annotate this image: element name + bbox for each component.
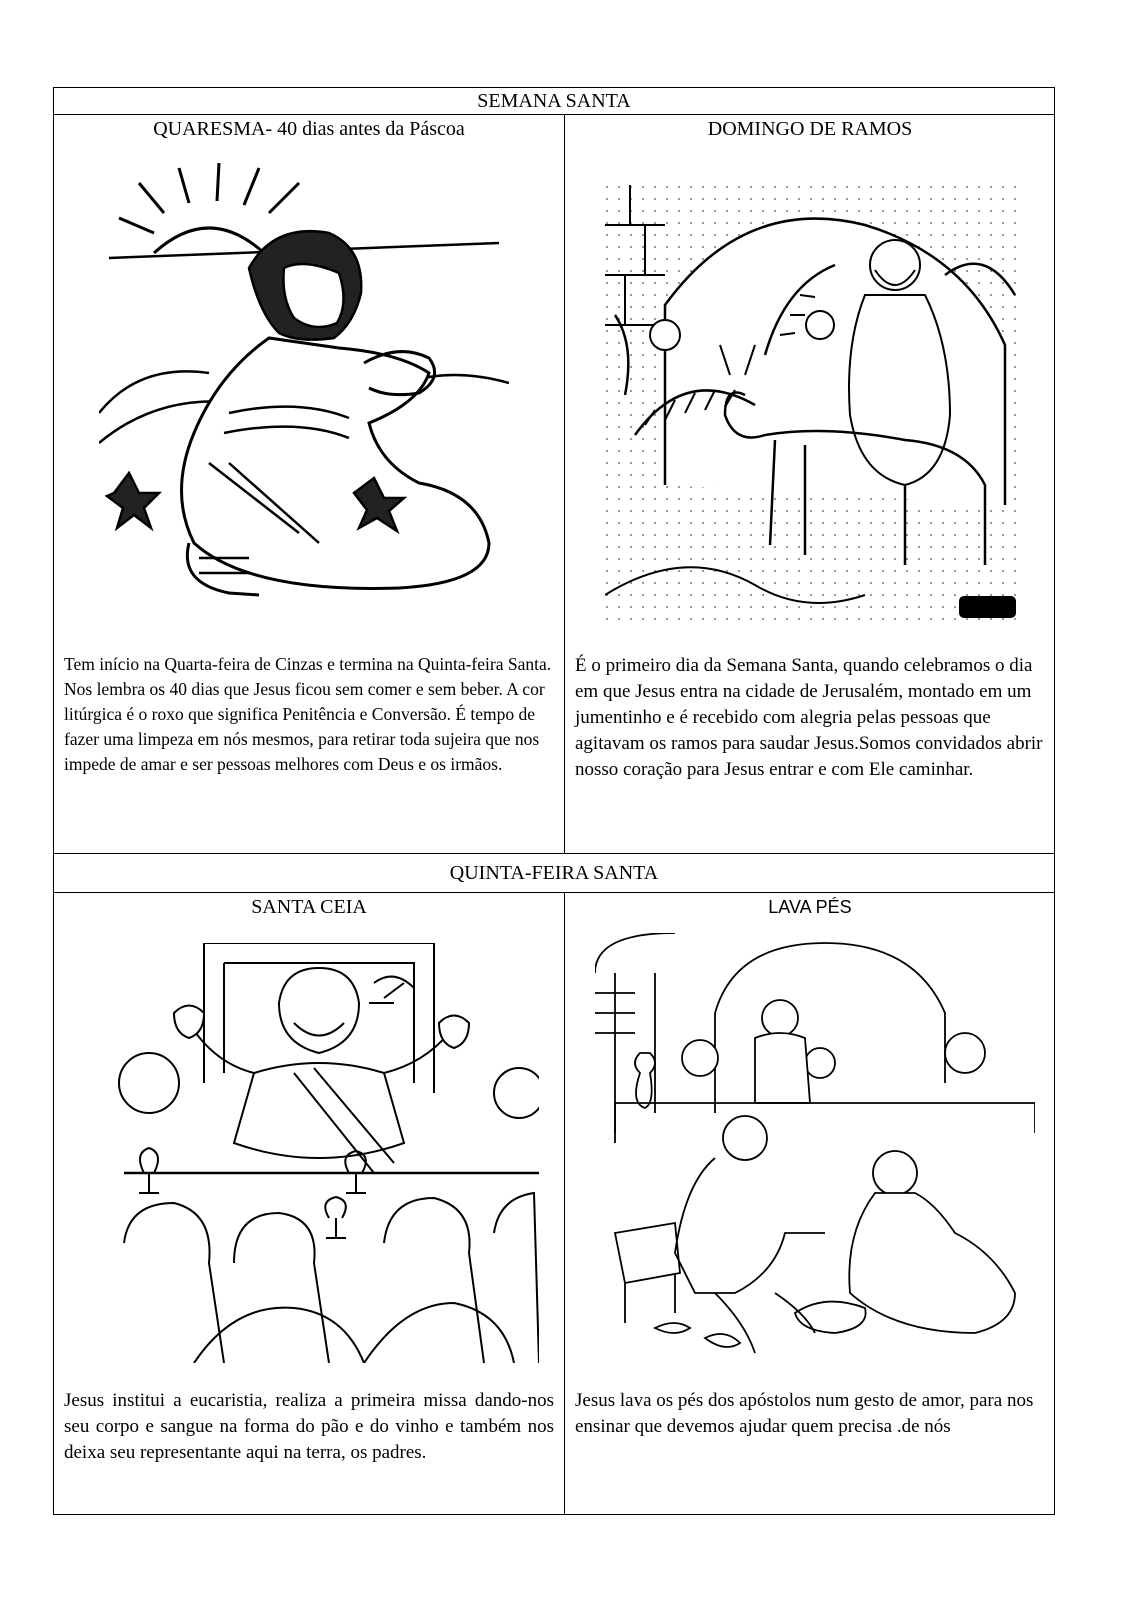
cell-lava-pes [565, 893, 1055, 1515]
cell-title-quaresma: QUARESMA- 40 dias antes da Páscoa [153, 118, 465, 140]
quaresma-description: Tem início na Quarta-feira de Cinzas e termina na Quinta-feira Santa. Nos lembra os 40 dias que Jesus ficou sem comer e sem beber. A cor litúrgica é o roxo que significa Penitência e Conversão. É tempo de fazer uma limpeza em nós mesmos, para retirar toda sujeira que nos impede de amar e ser pessoas melhores com Deus e os irmãos. [64, 654, 552, 774]
lava-pes-description: Jesus lava os pés dos apóstolos num gesto de amor, para nos ensinar que devemos ajudar quem precisa .de nós [575, 1390, 1034, 1437]
palm-sunday-illustration [605, 185, 1025, 625]
cell-santa-ceia [54, 893, 564, 1515]
cell-domingo-de-ramos [565, 115, 1055, 853]
praying-jesus-illustration [99, 163, 509, 603]
cell-title-lava-pes: LAVA PÉS [768, 897, 852, 917]
header-title: SEMANA SANTA [54, 88, 1054, 115]
last-supper-illustration [114, 943, 539, 1363]
ramos-description: É o primeiro dia da Semana Santa, quando celebramos o dia em que Jesus entra na cidade de Jerusalém, montado em um jumentinho e é recebido com alegria pelas pessoas que agitavam os ramos para saudar Jesus.Somos convidados abrir nosso coração para Jesus entrar e com Ele caminhar. [575, 655, 1043, 780]
cell-title-ramos: DOMINGO DE RAMOS [707, 118, 913, 140]
row-quaresma-ramos [54, 115, 1054, 854]
santa-ceia-description: Jesus institui a eucaristia, realiza a primeira missa dando-nos seu corpo e sangue na forma do pão e do vinho e também nos deixa seu representante aqui na terra, os padres. [64, 1390, 554, 1463]
row-ceia-lavapes [54, 893, 1054, 1515]
foot-washing-illustration [595, 933, 1035, 1363]
section2-title: QUINTA-FEIRA SANTA [54, 854, 1054, 893]
worksheet-table [53, 87, 1055, 1515]
cell-title-santa-ceia: SANTA CEIA [251, 896, 367, 918]
cell-quaresma [54, 115, 564, 853]
